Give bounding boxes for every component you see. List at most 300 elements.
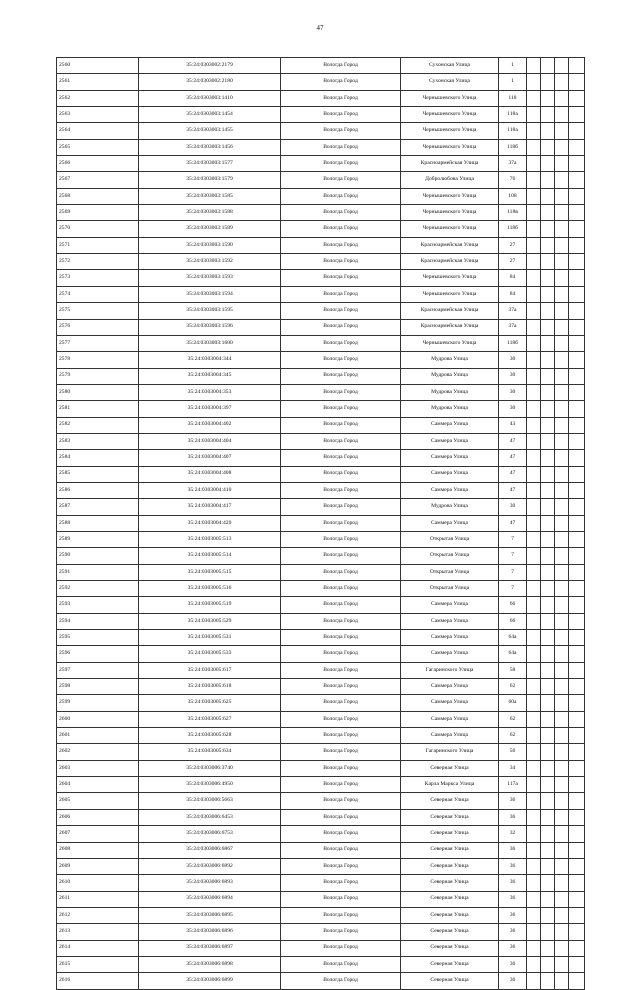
empty-cell [527, 760, 541, 776]
empty-cell [555, 875, 569, 891]
table-row [57, 90, 585, 106]
empty-cell [527, 581, 541, 597]
street: Саммера Улица [401, 466, 499, 482]
house-number: 118б [499, 335, 527, 351]
house-number: 58 [499, 662, 527, 678]
house-number: 36 [499, 842, 527, 858]
house-number: 64а [499, 646, 527, 662]
table-row [57, 74, 585, 90]
empty-cell [541, 107, 555, 123]
empty-cell [527, 777, 541, 793]
house-number: 1 [499, 74, 527, 90]
empty-cell [555, 74, 569, 90]
cadastral-number: 35:24:0303005:531 [139, 630, 281, 646]
row-id: 2566 [57, 156, 139, 172]
empty-cell [527, 728, 541, 744]
street: Северная Улица [401, 940, 499, 956]
city: Вологда Город [281, 417, 401, 433]
empty-cell [541, 630, 555, 646]
street: Открытая Улица [401, 581, 499, 597]
cadastral-number: 35:24:0303003:1410 [139, 90, 281, 106]
empty-cell [569, 270, 585, 286]
row-id: 2596 [57, 646, 139, 662]
empty-cell [555, 581, 569, 597]
street: Саммера Улица [401, 728, 499, 744]
table-row [57, 679, 585, 695]
row-id: 2605 [57, 793, 139, 809]
street: Чернышевского Улица [401, 139, 499, 155]
cadastral-number: 35:24:0303003:1455 [139, 123, 281, 139]
empty-cell [555, 482, 569, 498]
table-row [57, 352, 585, 368]
table-row [57, 139, 585, 155]
empty-cell [541, 826, 555, 842]
empty-cell [527, 875, 541, 891]
empty-cell [569, 90, 585, 106]
empty-cell [555, 826, 569, 842]
row-id: 2567 [57, 172, 139, 188]
empty-cell [541, 956, 555, 972]
empty-cell [569, 107, 585, 123]
cadastral-number: 35:24:0303005:519 [139, 597, 281, 613]
house-number: 36 [499, 891, 527, 907]
row-id: 2568 [57, 188, 139, 204]
house-number: 76 [499, 172, 527, 188]
street: Саммера Улица [401, 597, 499, 613]
table-row [57, 858, 585, 874]
cadastral-number: 35:24:0303006:6892 [139, 858, 281, 874]
empty-cell [527, 384, 541, 400]
empty-cell [541, 368, 555, 384]
house-number: 36 [499, 924, 527, 940]
empty-cell [555, 172, 569, 188]
empty-cell [569, 303, 585, 319]
cadastral-number: 35:24:0303003:1456 [139, 139, 281, 155]
table-row [57, 482, 585, 498]
empty-cell [555, 548, 569, 564]
table-row [57, 499, 585, 515]
street: Открытая Улица [401, 564, 499, 580]
row-id: 2602 [57, 744, 139, 760]
row-id: 2590 [57, 548, 139, 564]
empty-cell [569, 695, 585, 711]
empty-cell [541, 205, 555, 221]
empty-cell [541, 352, 555, 368]
house-number: 47 [499, 466, 527, 482]
empty-cell [569, 205, 585, 221]
empty-cell [555, 499, 569, 515]
empty-cell [569, 401, 585, 417]
empty-cell [569, 711, 585, 727]
empty-cell [527, 286, 541, 302]
street: Красноармейская Улица [401, 303, 499, 319]
empty-cell [555, 58, 569, 74]
city: Вологда Город [281, 123, 401, 139]
table-row [57, 156, 585, 172]
table-row [57, 531, 585, 547]
city: Вологда Город [281, 499, 401, 515]
cadastral-number: 35:24:0303003:1594 [139, 286, 281, 302]
cadastral-number: 35:24:0303006:6899 [139, 973, 281, 989]
empty-cell [569, 613, 585, 629]
row-id: 2585 [57, 466, 139, 482]
empty-cell [555, 973, 569, 989]
house-number: 27 [499, 254, 527, 270]
city: Вологда Город [281, 205, 401, 221]
city: Вологда Город [281, 907, 401, 923]
city: Вологда Город [281, 352, 401, 368]
empty-cell [541, 809, 555, 825]
street: Сухонская Улица [401, 74, 499, 90]
empty-cell [527, 744, 541, 760]
cadastral-number: 35:24:0303005:634 [139, 744, 281, 760]
row-id: 2574 [57, 286, 139, 302]
empty-cell [541, 254, 555, 270]
row-id: 2588 [57, 515, 139, 531]
empty-cell [541, 401, 555, 417]
table-row [57, 809, 585, 825]
street: Чернышевского Улица [401, 221, 499, 237]
table-row [57, 728, 585, 744]
row-id: 2613 [57, 924, 139, 940]
empty-cell [527, 74, 541, 90]
cadastral-number: 35:24:0303003:1596 [139, 319, 281, 335]
empty-cell [541, 711, 555, 727]
empty-cell [541, 237, 555, 253]
empty-cell [555, 597, 569, 613]
empty-cell [541, 188, 555, 204]
street: Саммера Улица [401, 679, 499, 695]
house-number: 30 [499, 384, 527, 400]
empty-cell [569, 172, 585, 188]
empty-cell [569, 188, 585, 204]
row-id: 2564 [57, 123, 139, 139]
empty-cell [569, 499, 585, 515]
street: Саммера Улица [401, 613, 499, 629]
empty-cell [569, 597, 585, 613]
empty-cell [555, 254, 569, 270]
empty-cell [541, 695, 555, 711]
street: Саммера Улица [401, 515, 499, 531]
empty-cell [569, 744, 585, 760]
street: Северная Улица [401, 858, 499, 874]
table-row [57, 58, 585, 74]
row-id: 2587 [57, 499, 139, 515]
table-row [57, 466, 585, 482]
empty-cell [555, 662, 569, 678]
empty-cell [527, 826, 541, 842]
cadastral-number: 35:24:0303003:1595 [139, 303, 281, 319]
table-row [57, 433, 585, 449]
empty-cell [569, 679, 585, 695]
cadastral-number: 35:24:0303006:6896 [139, 924, 281, 940]
empty-cell [555, 466, 569, 482]
city: Вологда Город [281, 90, 401, 106]
city: Вологда Город [281, 613, 401, 629]
cadastral-number: 35:24:0303004:410 [139, 482, 281, 498]
house-number: 118а [499, 123, 527, 139]
street: Гагаринского Улица [401, 662, 499, 678]
empty-cell [527, 90, 541, 106]
city: Вологда Город [281, 809, 401, 825]
row-id: 2601 [57, 728, 139, 744]
table-row [57, 581, 585, 597]
empty-cell [555, 744, 569, 760]
row-id: 2560 [57, 58, 139, 74]
street: Саммера Улица [401, 482, 499, 498]
table-row [57, 515, 585, 531]
empty-cell [569, 139, 585, 155]
house-number: 118б [499, 221, 527, 237]
street: Сухонская Улица [401, 58, 499, 74]
city: Вологда Город [281, 401, 401, 417]
cadastral-number: 35:24:0303006:6753 [139, 826, 281, 842]
empty-cell [541, 286, 555, 302]
house-number: 30 [499, 368, 527, 384]
empty-cell [527, 156, 541, 172]
house-number: 118в [499, 205, 527, 221]
row-id: 2562 [57, 90, 139, 106]
cadastral-number: 35:24:0303005:628 [139, 728, 281, 744]
empty-cell [527, 499, 541, 515]
empty-cell [555, 630, 569, 646]
empty-cell [555, 564, 569, 580]
empty-cell [555, 352, 569, 368]
cadastral-number: 35:24:0303004:404 [139, 433, 281, 449]
empty-cell [569, 564, 585, 580]
house-number: 30 [499, 401, 527, 417]
row-id: 2591 [57, 564, 139, 580]
empty-cell [541, 74, 555, 90]
empty-cell [555, 679, 569, 695]
house-number: 37а [499, 319, 527, 335]
street: Мудрова Улица [401, 384, 499, 400]
empty-cell [569, 368, 585, 384]
cadastral-number: 35:24:0303003:1454 [139, 107, 281, 123]
cadastral-number: 35:24:0303003:1588 [139, 205, 281, 221]
row-id: 2592 [57, 581, 139, 597]
table-row [57, 646, 585, 662]
empty-cell [541, 123, 555, 139]
empty-cell [527, 842, 541, 858]
cadastral-number: 35:24:0303003:1600 [139, 335, 281, 351]
house-number: 84 [499, 270, 527, 286]
city: Вологда Город [281, 728, 401, 744]
empty-cell [527, 335, 541, 351]
cadastral-number: 35:24:0303003:1579 [139, 172, 281, 188]
house-number: 118 [499, 90, 527, 106]
row-id: 2583 [57, 433, 139, 449]
city: Вологда Город [281, 597, 401, 613]
empty-cell [555, 433, 569, 449]
house-number: 7 [499, 548, 527, 564]
row-id: 2594 [57, 613, 139, 629]
row-id: 2581 [57, 401, 139, 417]
house-number: 118а [499, 107, 527, 123]
empty-cell [555, 450, 569, 466]
empty-cell [541, 597, 555, 613]
empty-cell [569, 777, 585, 793]
empty-cell [569, 581, 585, 597]
city: Вологда Город [281, 891, 401, 907]
street: Красноармейская Улица [401, 319, 499, 335]
empty-cell [541, 842, 555, 858]
row-id: 2579 [57, 368, 139, 384]
empty-cell [555, 90, 569, 106]
cadastral-number: 35:24:0303006:6453 [139, 809, 281, 825]
empty-cell [569, 515, 585, 531]
cadastral-number: 35:24:0303006:6898 [139, 956, 281, 972]
empty-cell [541, 940, 555, 956]
row-id: 2573 [57, 270, 139, 286]
row-id: 2561 [57, 74, 139, 90]
house-number: 30 [499, 352, 527, 368]
city: Вологда Город [281, 303, 401, 319]
house-number: 27 [499, 237, 527, 253]
cadastral-number: 35:24:0303003:1592 [139, 254, 281, 270]
house-number: 32 [499, 826, 527, 842]
street: Саммера Улица [401, 433, 499, 449]
empty-cell [555, 695, 569, 711]
empty-cell [555, 858, 569, 874]
street: Северная Улица [401, 842, 499, 858]
table-row [57, 205, 585, 221]
empty-cell [569, 335, 585, 351]
empty-cell [527, 352, 541, 368]
cadastral-number: 35:24:0303006:6894 [139, 891, 281, 907]
cadastral-number: 35:24:0303004:344 [139, 352, 281, 368]
street: Мудрова Улица [401, 368, 499, 384]
city: Вологда Город [281, 564, 401, 580]
empty-cell [569, 940, 585, 956]
city: Вологда Город [281, 107, 401, 123]
row-id: 2572 [57, 254, 139, 270]
city: Вологда Город [281, 924, 401, 940]
table-row [57, 597, 585, 613]
house-number: 1 [499, 58, 527, 74]
table-row [57, 368, 585, 384]
empty-cell [541, 270, 555, 286]
empty-cell [569, 760, 585, 776]
empty-cell [527, 303, 541, 319]
cadastral-number: 35:24:0303006:3740 [139, 760, 281, 776]
empty-cell [527, 417, 541, 433]
empty-cell [555, 107, 569, 123]
city: Вологда Город [281, 74, 401, 90]
house-number: 66 [499, 597, 527, 613]
table-row [57, 335, 585, 351]
empty-cell [569, 352, 585, 368]
empty-cell [555, 924, 569, 940]
empty-cell [569, 58, 585, 74]
city: Вологда Город [281, 482, 401, 498]
empty-cell [569, 662, 585, 678]
empty-cell [555, 188, 569, 204]
cadastral-number: 35:24:0303002:2179 [139, 58, 281, 74]
cadastral-number: 35:24:0303006:6893 [139, 875, 281, 891]
city: Вологда Город [281, 711, 401, 727]
empty-cell [527, 270, 541, 286]
house-number: 34 [499, 760, 527, 776]
empty-cell [541, 172, 555, 188]
empty-cell [527, 221, 541, 237]
empty-cell [527, 695, 541, 711]
empty-cell [541, 613, 555, 629]
city: Вологда Город [281, 286, 401, 302]
street: Северная Улица [401, 891, 499, 907]
empty-cell [569, 793, 585, 809]
empty-cell [527, 924, 541, 940]
empty-cell [541, 303, 555, 319]
city: Вологда Город [281, 450, 401, 466]
empty-cell [555, 270, 569, 286]
empty-cell [569, 548, 585, 564]
cadastral-number: 35:24:0303005:513 [139, 531, 281, 547]
house-number: 36 [499, 875, 527, 891]
house-number: 66 [499, 613, 527, 629]
table-row [57, 221, 585, 237]
empty-cell [555, 205, 569, 221]
empty-cell [541, 875, 555, 891]
empty-cell [555, 760, 569, 776]
city: Вологда Город [281, 172, 401, 188]
city: Вологда Город [281, 368, 401, 384]
empty-cell [569, 826, 585, 842]
empty-cell [541, 319, 555, 335]
house-number: 36 [499, 940, 527, 956]
cadastral-number: 35:24:0303004:345 [139, 368, 281, 384]
table-row [57, 777, 585, 793]
cadastral-number: 35:24:0303004:407 [139, 450, 281, 466]
row-id: 2600 [57, 711, 139, 727]
row-id: 2563 [57, 107, 139, 123]
street: Добролюбова Улица [401, 172, 499, 188]
house-number: 43 [499, 417, 527, 433]
city: Вологда Город [281, 254, 401, 270]
empty-cell [527, 630, 541, 646]
city: Вологда Город [281, 221, 401, 237]
empty-cell [569, 156, 585, 172]
empty-cell [555, 319, 569, 335]
empty-cell [569, 466, 585, 482]
row-id: 2608 [57, 842, 139, 858]
empty-cell [541, 728, 555, 744]
row-id: 2570 [57, 221, 139, 237]
house-number: 37а [499, 156, 527, 172]
table-row [57, 384, 585, 400]
street: Мудрова Улица [401, 401, 499, 417]
empty-cell [527, 564, 541, 580]
street: Чернышевского Улица [401, 335, 499, 351]
cadastral-number: 35:24:0303005:515 [139, 564, 281, 580]
table-row [57, 973, 585, 989]
empty-cell [555, 401, 569, 417]
empty-cell [555, 221, 569, 237]
empty-cell [569, 237, 585, 253]
city: Вологда Город [281, 793, 401, 809]
row-id: 2614 [57, 940, 139, 956]
empty-cell [555, 303, 569, 319]
row-id: 2576 [57, 319, 139, 335]
empty-cell [527, 956, 541, 972]
table-row [57, 711, 585, 727]
empty-cell [527, 973, 541, 989]
house-number: 62 [499, 728, 527, 744]
empty-cell [541, 156, 555, 172]
empty-cell [569, 319, 585, 335]
empty-cell [527, 662, 541, 678]
street: Чернышевского Улица [401, 107, 499, 123]
